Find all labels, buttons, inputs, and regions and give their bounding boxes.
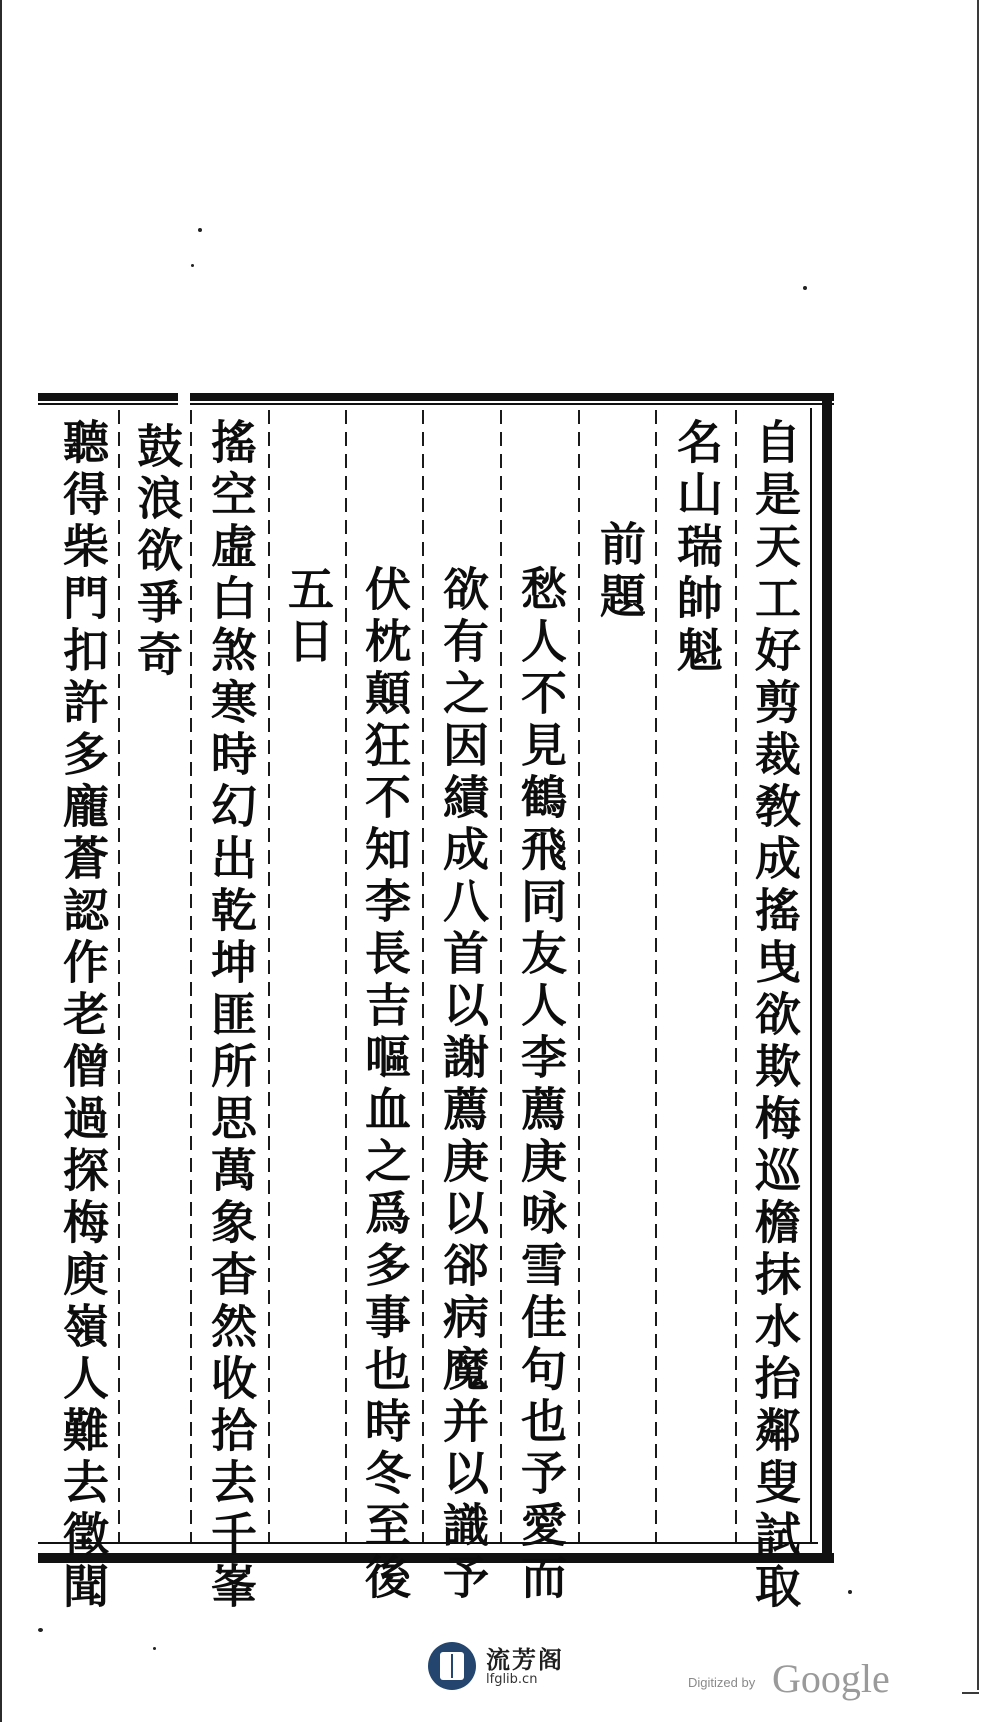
- text-column-9: 鼓浪欲爭奇: [130, 422, 184, 682]
- text-column-4: 愁人不見鶴飛同友人李薦庚咏雪佳句也予愛而: [514, 565, 568, 1605]
- column-rule: [500, 410, 502, 1542]
- text-column-1: 自是天工好剪裁敎成搖曳欲欺梅巡檐抹水抬鄰叟試取: [748, 418, 802, 1614]
- text-column-10: 聽得柴門扣許多龐蒼認作老僧過探梅庾嶺人難去徵聞: [56, 418, 110, 1614]
- page-edge-left: [0, 0, 2, 1722]
- column-rule: [422, 410, 424, 1542]
- text-column-7: 五日: [281, 565, 335, 669]
- column-rule: [118, 410, 120, 1542]
- frame-bottom-inner-rule: [38, 1542, 818, 1544]
- digitized-by-label: Digitized by: [688, 1675, 756, 1690]
- column-rule: [345, 410, 347, 1542]
- frame-top-gap: [178, 393, 190, 405]
- text-column-3: 前題: [593, 520, 647, 624]
- ink-speck: [38, 1628, 43, 1632]
- ink-speck: [803, 286, 807, 290]
- ink-speck: [198, 228, 202, 232]
- text-column-2: 名山瑞帥魁: [670, 418, 724, 678]
- book-icon: [428, 1642, 476, 1690]
- frame-top-inner-rule: [38, 403, 834, 405]
- library-logo: [428, 1640, 568, 1692]
- column-rule: [190, 410, 192, 1542]
- ink-speck: [848, 1590, 852, 1594]
- library-name: 流芳阁: [486, 1646, 564, 1674]
- frame-right-inner-rule: [810, 408, 812, 1544]
- text-column-5: 欲有之因績成八首以謝薦庚以郤病魔并以識予: [436, 565, 490, 1605]
- frame-right-outer-rule: [822, 400, 832, 1560]
- column-rule: [735, 410, 737, 1542]
- text-column-6: 伏枕顛狂不知李長吉嘔血之爲多事也時冬至後: [358, 565, 412, 1605]
- library-url: lfglib.cn: [486, 1672, 538, 1687]
- column-rule: [268, 410, 270, 1542]
- digitizer-brand: Google: [772, 1656, 890, 1701]
- ink-speck: [153, 1647, 156, 1650]
- column-rule: [655, 410, 657, 1542]
- column-rule: [578, 410, 580, 1542]
- text-column-8: 搖空虛白煞寒時幻出乾坤匪所思萬象杳然收拾去千峯: [204, 418, 258, 1614]
- ink-speck: [191, 264, 194, 267]
- page-edge-right-foot: [962, 1692, 979, 1694]
- page-edge-right: [977, 0, 979, 1690]
